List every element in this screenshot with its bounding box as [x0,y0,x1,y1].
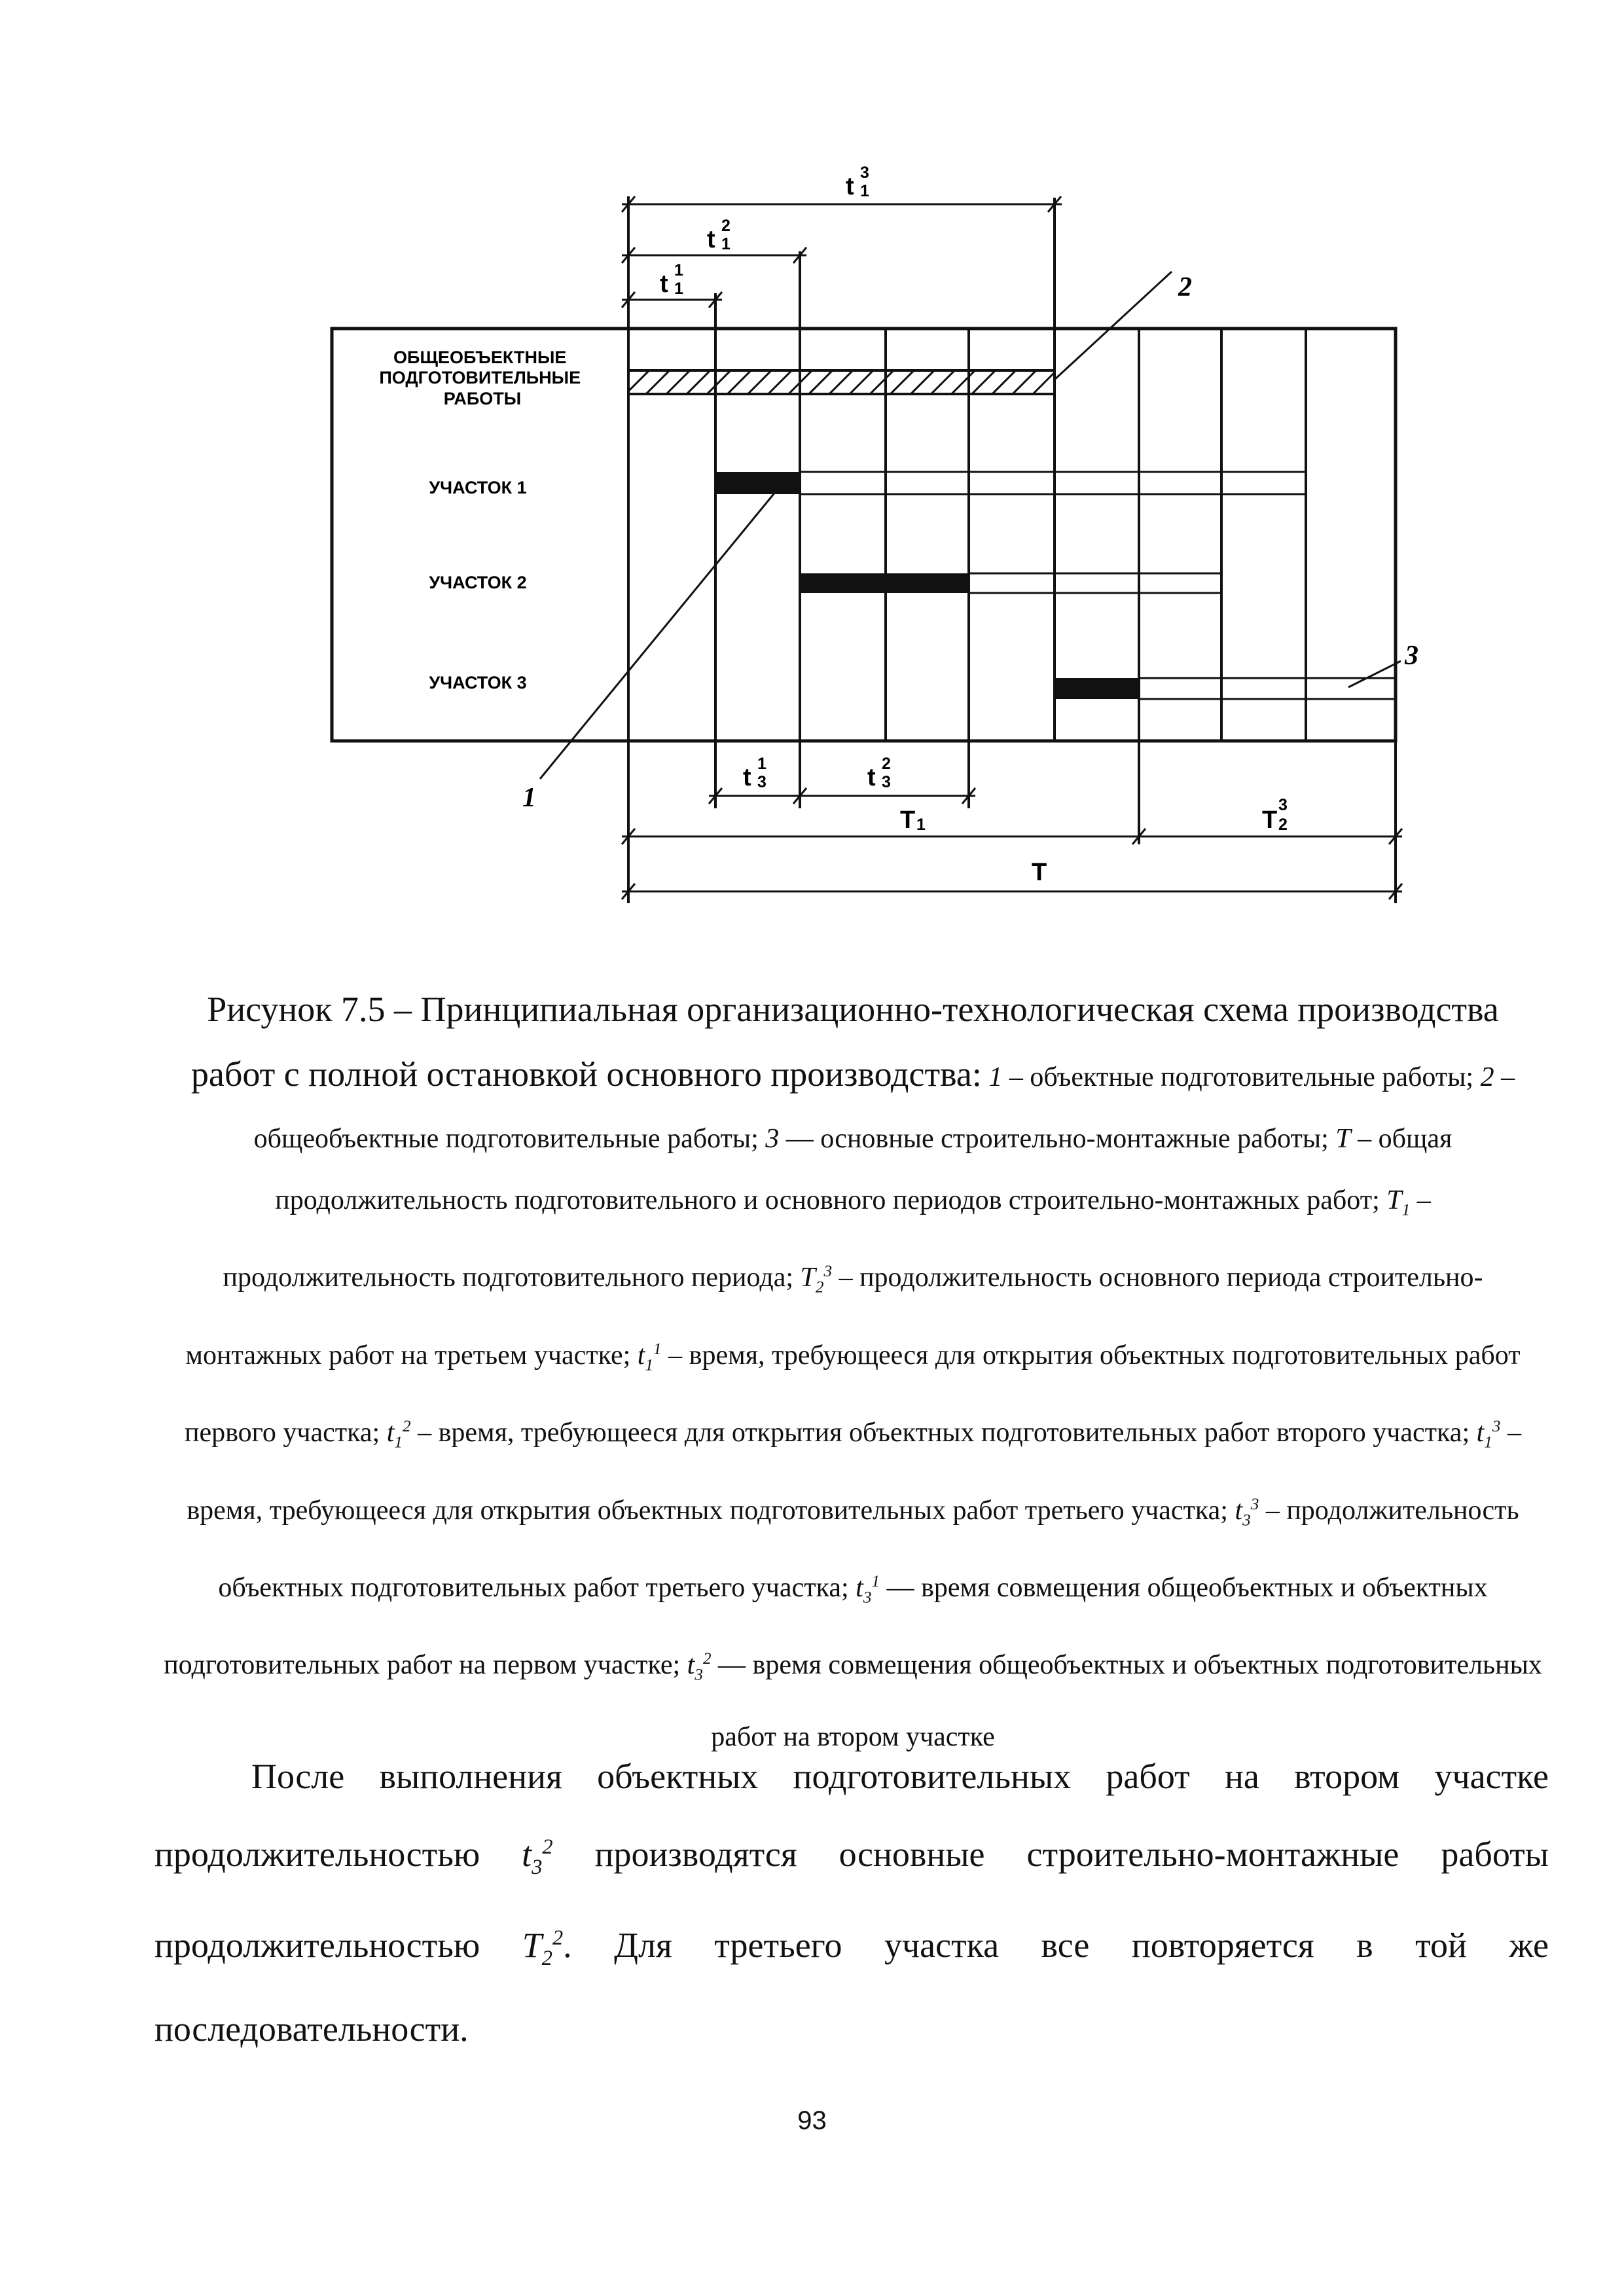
paragraph-symbol: $T_2^2$ [522,1925,564,1970]
svg-text:3: 3 [757,773,767,791]
schedule-diagram [0,0,1624,969]
paragraph-text: После выполнения объектных подготовительных работ на втором участке продолжительностью [154,1757,1549,1874]
ref-label-2: 2 [1178,272,1192,302]
svg-text:1: 1 [721,235,731,253]
svg-text:3: 3 [1278,796,1288,814]
dim-label-T1 [900,806,926,834]
caption-text: – время, требующееся для открытия объектных подготовительных работ второго участка; [410,1418,1477,1448]
caption-text: — основные строительно-монтажные работы; [779,1124,1336,1154]
dim-label-t11 [660,261,683,298]
svg-text:t: t [707,226,715,253]
caption-symbol: $t_3^3$ [1235,1495,1259,1529]
dim-label-T23 [1262,796,1288,834]
dim-label-t13 [846,164,869,200]
caption-num-2: 2 [1480,1062,1494,1092]
svg-text:2: 2 [882,755,891,773]
svg-text:1: 1 [916,816,926,834]
site2-bar [800,573,969,593]
ref-label-1: 1 [522,783,536,813]
paragraph-text: . Для третьего участка все повторяется в той же последовательности. [154,1925,1549,2049]
figure-caption [162,978,1543,1768]
svg-text:3: 3 [860,164,869,182]
svg-text:t: t [660,270,668,298]
dim-label-T [1032,859,1047,886]
svg-text:t: t [867,764,876,791]
svg-text:1: 1 [674,261,683,279]
svg-text:T: T [1262,806,1278,834]
caption-num-1: 1 [988,1062,1003,1092]
lane-label-site3: УЧАСТОК 3 [429,673,527,692]
svg-text:t: t [743,764,751,791]
dim-label-t32 [867,755,891,791]
page-number: 93 [797,2106,827,2135]
caption-text: – время, требующееся для открытия объектных подготовительных работ первого участка; [185,1340,1521,1448]
dimension-lines [622,204,1402,891]
caption-symbol: T [1335,1124,1351,1154]
caption-symbol: $T_2^3$ [800,1263,833,1297]
caption-symbol: $T_1$ [1386,1185,1411,1219]
caption-text: — время совмещения общеобъектных и объектных подготовительных работ на первом участке; [164,1572,1488,1681]
caption-text: – продолжительность основного периода строительно-монтажных работ на третьем участке; [185,1263,1483,1371]
caption-text: – продолжительность подготовительного периода; [223,1185,1431,1293]
caption-symbol: $t_3^1$ [856,1572,880,1607]
svg-text:2: 2 [1278,816,1288,834]
dim-label-t31 [743,755,767,791]
svg-text:1: 1 [757,755,767,773]
caption-symbol: $t_3^2$ [687,1650,712,1684]
caption-text: – объектные подготовительные работы; [1002,1062,1481,1092]
lane-label-general: ОБЩЕОБЪЕКТНЫЕ ПОДГОТОВИТЕЛЬНЫЕ РАБОТЫ [379,348,581,408]
body-paragraph [154,1741,1549,2064]
caption-lead: Рисунок 7.5 – Принципиальная организационно-технологическая схема производства работ с полной остановкой основного производства: [190,990,1499,1094]
site3-bar [1055,678,1139,699]
caption-text: – общая продолжительность подготовительного и основного периодов строительно-монтажных работ; [275,1124,1453,1215]
lane-label-site2: УЧАСТОК 2 [429,573,527,592]
caption-num-3: 3 [765,1124,780,1154]
svg-text:T: T [900,806,916,834]
paragraph-text: производятся основные строительно-монтажные работы продолжительностью [154,1835,1549,1965]
caption-text: – время, требующееся для открытия объектных подготовительных работ третьего участка; [187,1418,1521,1526]
caption-text: – продолжительность объектных подготовительных работ третьего участка; [218,1495,1519,1603]
svg-text:T: T [1032,859,1047,886]
caption-text: — время совмещения общеобъектных и объектных подготовительных работ на втором участке [711,1650,1542,1752]
svg-text:1: 1 [860,182,869,200]
caption-symbol: $t_1^1$ [637,1340,662,1374]
dimension-ticks [622,196,1402,899]
ref-label-3: 3 [1405,641,1418,671]
svg-text:t: t [846,173,854,200]
lane-label-site1: УЧАСТОК 1 [429,478,527,497]
dim-label-t12 [707,217,731,253]
caption-text: – общеобъектные подготовительные работы; [253,1062,1515,1154]
svg-text:2: 2 [721,217,731,235]
svg-text:1: 1 [674,279,683,298]
svg-text:3: 3 [882,773,891,791]
general-prep-bar [628,370,1055,394]
paragraph-symbol: $t_3^2$ [522,1835,553,1879]
caption-symbol: $t_1^2$ [386,1418,411,1452]
leader-lines [540,272,1401,779]
caption-symbol: $t_1^3$ [1476,1418,1501,1452]
site1-bar [715,472,800,494]
